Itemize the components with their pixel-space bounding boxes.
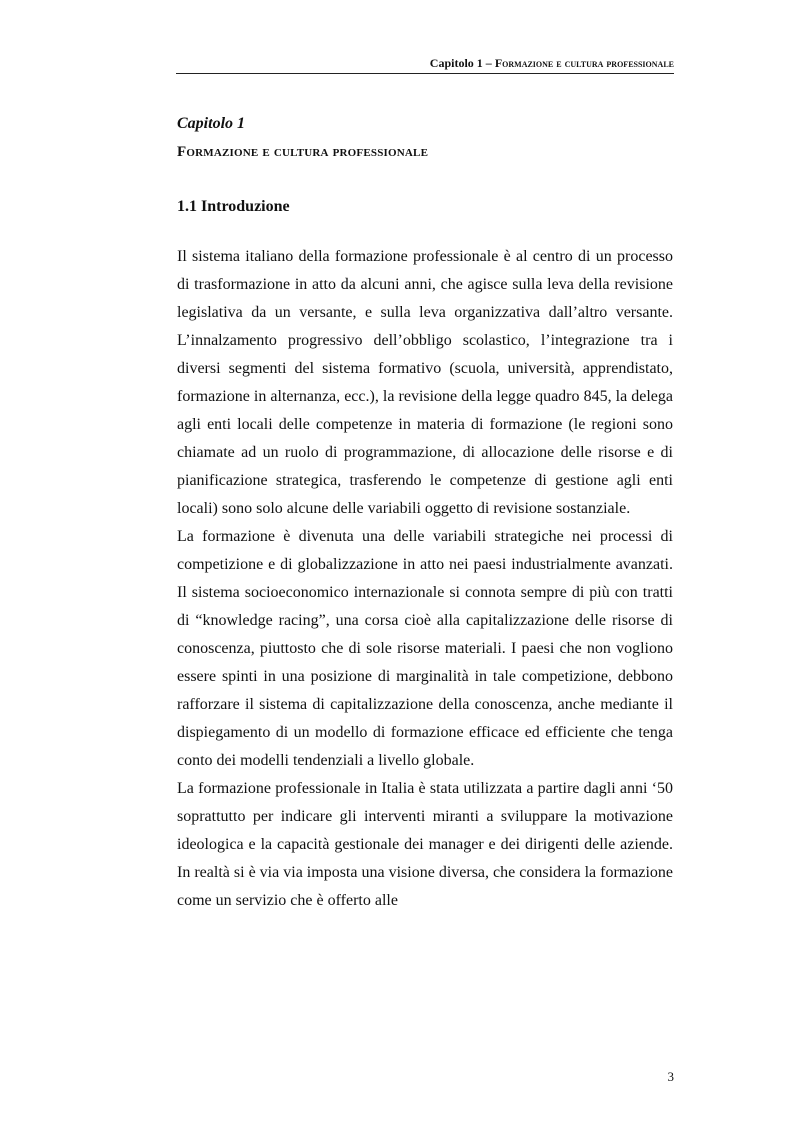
body-text — [177, 243, 673, 915]
paragraph: Il sistema italiano della formazione professionale è al centro di un processo di trasformazione in atto da alcuni anni, che agisce sulla leva della revisione legislativa da un versante, e sulla leva organizzativa dall’altro versante. L’innalzamento progressivo dell’obbligo scolastico, l’integrazione tra i diversi segmenti del sistema formativo (scuola, università, apprendistato, formazione in alternanza, ecc.), la revisione della legge quadro 845, la delega agli enti locali delle competenze in materia di formazione (le regioni sono chiamate ad un ruolo di programmazione, di allocazione delle risorse e di pianificazione strategica, trasferendo le competenze di gestione agli enti locali) sono solo alcune delle variabili oggetto di revisione sostanziale. — [177, 248, 673, 517]
running-header — [176, 56, 674, 70]
chapter-label: Capitolo 1 — [177, 115, 246, 132]
running-header-chapter: Capitolo 1 – — [429, 56, 495, 70]
paragraph: La formazione professionale in Italia è stata utilizzata a partire dagli anni ‘50 soprattutto per indicare gli interventi miranti a sviluppare la motivazione ideologica e la capacità gestionale dei manager e dei dirigenti delle aziende. In realtà si è via via imposta una visione diversa, che considera la formazione come un servizio che è offerto alle — [177, 780, 673, 909]
section-heading: 1.1 Introduzione — [177, 198, 290, 215]
chapter-title: Formazione e cultura professionale — [177, 144, 429, 160]
header-rule — [176, 73, 674, 74]
page-number: 3 — [667, 1069, 674, 1084]
paragraph: La formazione è divenuta una delle variabili strategiche nei processi di competizione e di globalizzazione in atto nei paesi industrialmente avanzati. Il sistema socioeconomico internazionale si connota sempre di più con tratti di “knowledge racing”, una corsa cioè alla capitalizzazione delle risorse di conoscenza, piuttosto che di sole risorse materiali. I paesi che non vogliono essere spinti in una posizione di marginalità in tale competizione, debbono rafforzare il sistema di capitalizzazione della conoscenza, anche mediante il dispiegamento di un modello di formazione efficace ed efficiente che tenga conto dei modelli tendenziali a livello globale. — [177, 528, 673, 769]
running-header-topic: Formazione e cultura professionale — [494, 56, 674, 70]
